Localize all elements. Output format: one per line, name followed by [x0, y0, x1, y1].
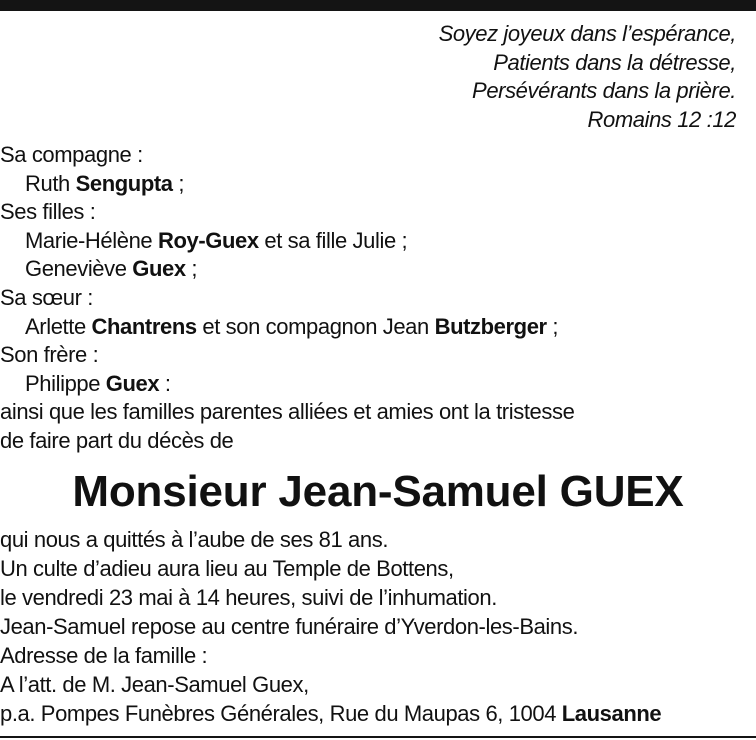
daughter-entry — [0, 255, 740, 284]
punctuation: ; — [172, 170, 185, 196]
punctuation: : — [159, 370, 171, 396]
daughters-label: Ses filles : — [0, 199, 96, 225]
bible-verse — [439, 20, 736, 134]
verse-line: Persévérants dans la prière. — [472, 78, 736, 104]
companion-entry — [0, 170, 740, 199]
family-list — [0, 141, 740, 456]
announcement-line: ainsi que les familles parentes alliées et amies ont la tristesse — [0, 399, 575, 425]
details-line: Jean-Samuel repose au centre funéraire d’Yverdon-les-Bains. — [0, 614, 579, 639]
top-rule — [0, 0, 756, 11]
details-line: qui nous a quittés à l’aube de ses 81 ans. — [0, 527, 389, 552]
surname: Roy-Guex — [157, 227, 259, 253]
verse-line: Patients dans la détresse, — [493, 49, 736, 75]
surname: Butzberger — [434, 313, 547, 339]
address-city: Lausanne — [561, 701, 662, 726]
deceased-name: Monsieur Jean-Samuel GUEX — [72, 467, 684, 516]
first-name: Arlette — [25, 313, 92, 339]
surname: Guex — [132, 256, 186, 282]
details-line: Un culte d’adieu aura lieu au Temple de Bottens, — [0, 556, 454, 581]
address-line: A l’att. de M. Jean-Samuel Guex, — [0, 672, 309, 697]
verse-line: Soyez joyeux dans l’espérance, — [438, 21, 736, 46]
verse-reference: Romains 12 :12 — [587, 106, 736, 132]
first-name: Marie-Hélène — [25, 227, 158, 253]
sister-entry — [0, 313, 740, 342]
entry-middle: et son compagnon Jean — [196, 313, 435, 339]
address-label: Adresse de la famille : — [0, 643, 208, 668]
punctuation: ; — [546, 313, 559, 339]
surname: Chantrens — [91, 313, 197, 339]
brother-label: Son frère : — [0, 342, 99, 368]
details-line: le vendredi 23 mai à 14 heures, suivi de l’inhumation. — [0, 585, 497, 610]
first-name: Ruth — [25, 170, 76, 196]
announcement-line: de faire part du décès de — [0, 427, 234, 453]
address-line — [0, 699, 740, 728]
entry-suffix: et sa fille Julie ; — [258, 227, 408, 253]
surname: Sengupta — [75, 170, 173, 196]
first-name: Philippe — [25, 370, 106, 396]
brother-entry — [0, 370, 740, 399]
punctuation: ; — [185, 256, 198, 282]
address-street: p.a. Pompes Funèbres Générales, Rue du Maupas 6, 1004 — [0, 701, 562, 726]
companion-label: Sa compagne : — [0, 142, 143, 167]
service-details — [0, 525, 740, 728]
first-name: Geneviève — [25, 256, 133, 282]
sister-label: Sa sœur : — [0, 284, 93, 310]
bottom-rule — [0, 736, 756, 738]
daughter-entry — [0, 227, 740, 256]
surname: Guex — [105, 370, 160, 396]
